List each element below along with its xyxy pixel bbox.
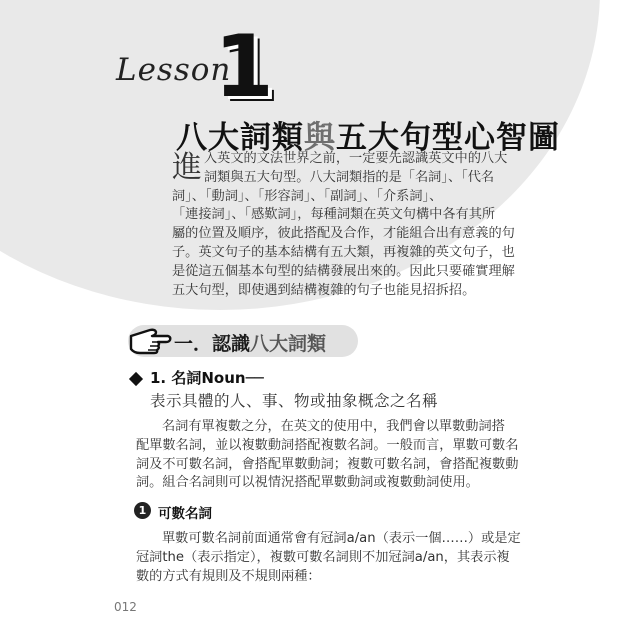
- paragraph-line: 詞。組合名詞則可以視情況搭配單數動詞或複數動詞使用。: [136, 475, 479, 491]
- intro-paragraph: [172, 150, 515, 300]
- section-prefix: 一．: [174, 333, 213, 355]
- drop-cap: 進: [172, 150, 202, 185]
- intro-line: 五大句型，即使遇到結構複雜的句子也能見招拆招。: [172, 282, 476, 298]
- paragraph-line: 配單數名詞，並以複數動詞搭配複數名詞。一般而言，單數可數名: [136, 437, 519, 453]
- paragraph-line: 單數可數名詞前面通常會有冠詞a/an（表示一個……）或是定: [162, 531, 521, 546]
- paragraph-line: 名詞有單複數之分，在英文的使用中，我們會以單數動詞搭: [162, 419, 505, 434]
- page-number: 012: [114, 600, 137, 614]
- lesson-number: 1: [214, 17, 274, 117]
- section-title-grey: 八大詞類: [250, 333, 327, 355]
- paragraph-line: 數的方式有規則及不規則兩種：: [136, 568, 321, 584]
- intro-line: 是從這五個基本句型的結構發展出來的。因此只要確實理解: [172, 263, 515, 279]
- countable-heading: 可數名詞: [158, 506, 212, 522]
- paragraph-line: 冠詞the（表示指定），複數可數名詞則不加冠詞a/an，其表示複: [136, 549, 510, 565]
- section-title-dark: 認識: [212, 333, 251, 355]
- section-title: [174, 329, 326, 356]
- number-badge: 1: [134, 502, 151, 519]
- intro-line: 詞」、「動詞」、「形容詞」、「副詞」、「介系詞」、: [172, 188, 443, 204]
- title-part-2: 五大句型心智圖: [336, 120, 560, 156]
- intro-line: 子。英文句子的基本結構有五大類，再複雜的英文句子，也: [172, 244, 515, 260]
- countable-paragraph: [136, 530, 521, 586]
- intro-line: 入英文的文法世界之前，一定要先認識英文中的八大: [204, 151, 508, 166]
- noun-heading: 1. 名詞Noun──: [150, 369, 264, 387]
- noun-paragraph: [136, 418, 519, 493]
- title-highlight: 與: [304, 120, 336, 156]
- title-part-1: 八大詞類: [176, 120, 304, 156]
- intro-line: 屬的位置及順序，彼此搭配及合作，才能組合出有意義的句: [172, 226, 515, 242]
- intro-line: 「連接詞」、「感歎詞」，每種詞類在英文句構中各有其所: [172, 207, 496, 223]
- pointing-hand-icon: [128, 322, 172, 358]
- noun-subtitle: 表示具體的人、事、物或抽象概念之名稱: [150, 392, 439, 410]
- lesson-label: Lesson: [116, 52, 232, 88]
- paragraph-line: 詞及不可數名詞，會搭配單數動詞；複數可數名詞，會搭配複數動: [136, 456, 519, 472]
- diamond-icon: [129, 372, 143, 386]
- intro-line: 詞類與五大句型。八大詞類指的是「名詞」、「代名: [204, 169, 495, 185]
